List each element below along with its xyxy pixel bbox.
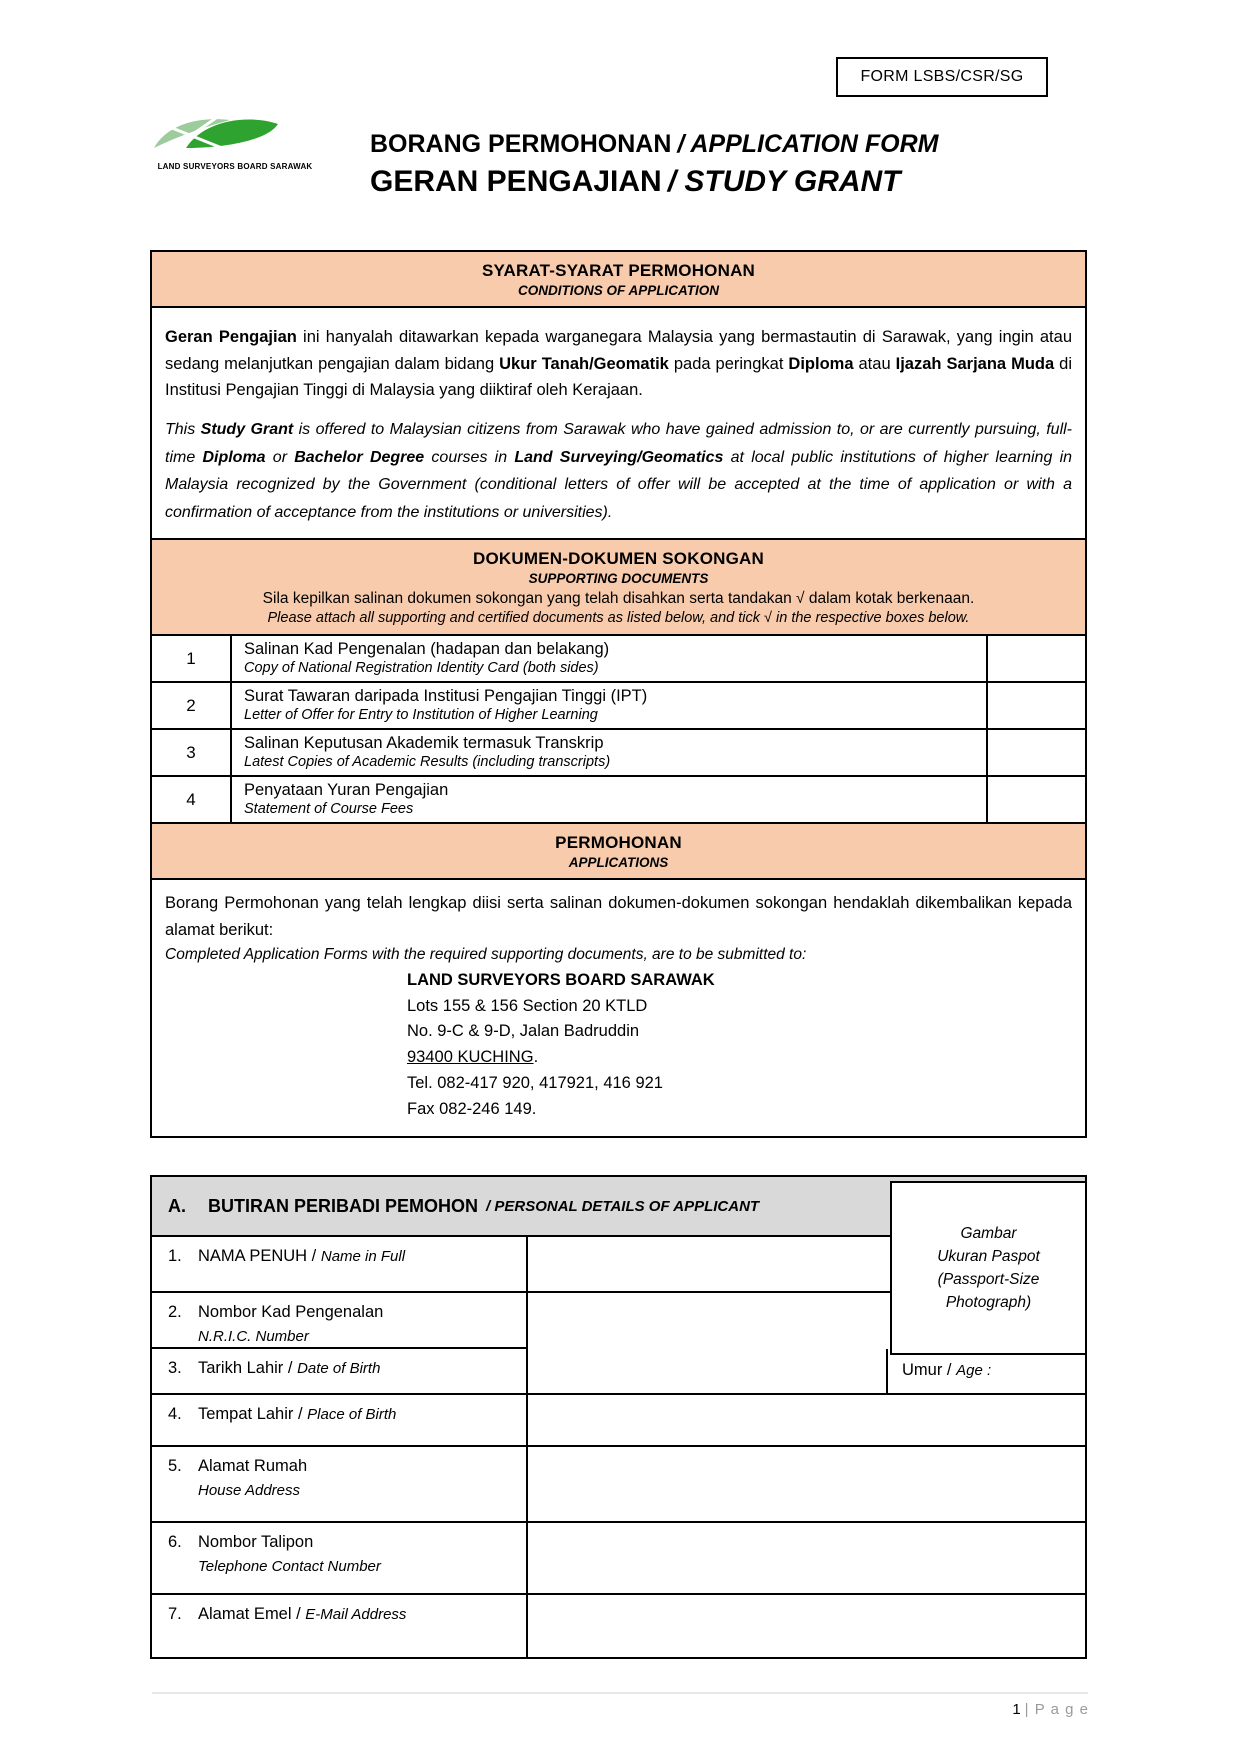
document-number: 1: [152, 636, 232, 681]
footer-divider: [152, 1692, 1088, 1694]
table-row: [152, 1445, 1085, 1521]
conditions-table: [150, 250, 1087, 1138]
page-title: [370, 130, 939, 199]
page-number: [1012, 1701, 1089, 1718]
photo-box-line: (Passport-Size: [937, 1271, 1040, 1288]
text-segment: Study Grant: [200, 421, 294, 439]
title-line-1: [370, 130, 939, 159]
documents-instruction-malay: Sila kepilkan salinan dokumen sokongan yang telah disahkan serta tandakan √ dalam kotak berkenaan.: [262, 590, 975, 608]
passport-photo-box: [890, 1181, 1087, 1355]
applications-paragraph-english: Completed Application Forms with the required supporting documents, are to be submitted to:: [165, 946, 807, 963]
text-segment: courses in: [424, 448, 515, 466]
address-fax: Fax 082-246 149.: [407, 1099, 537, 1118]
lsbs-logo-icon: [152, 112, 318, 156]
conditions-header: [152, 252, 1085, 306]
documents-heading-malay: DOKUMEN-DOKUMEN SOKONGAN: [473, 549, 764, 569]
conditions-heading-malay: SYARAT-SYARAT PERMOHONAN: [481, 261, 756, 280]
place-of-birth-input-cell[interactable]: [528, 1395, 1085, 1445]
address-line-2: No. 9-C & 9-D, Jalan Badruddin: [407, 1022, 640, 1041]
document-title-malay: Salinan Kad Pengenalan (hadapan dan belakang): [244, 640, 610, 659]
text-segment: Bachelor Degree: [294, 448, 425, 466]
address-city: 93400 KUCHING: [407, 1048, 534, 1067]
field-label-english: House Address: [198, 1482, 300, 1499]
email-input-cell[interactable]: [528, 1595, 1085, 1657]
page-number-value: 1: [1012, 1701, 1021, 1718]
field-label-english: E-Mail Address: [305, 1606, 407, 1623]
section-heading-english: / PERSONAL DETAILS OF APPLICANT: [486, 1197, 760, 1215]
field-label-malay: NAMA PENUH /: [198, 1247, 317, 1265]
field-label: [152, 1447, 528, 1521]
field-label: [152, 1349, 528, 1393]
field-label-english: Place of Birth: [307, 1406, 397, 1423]
row-number: 6.: [168, 1533, 182, 1551]
row-number: 4.: [168, 1405, 182, 1423]
applications-body: [152, 878, 1085, 1136]
field-label: [152, 1293, 528, 1351]
document-title-english: Statement of Course Fees: [244, 801, 414, 818]
text-segment: This: [165, 421, 201, 439]
applications-header: [152, 822, 1085, 878]
document-title-malay: Penyataan Yuran Pengajian: [244, 781, 449, 800]
text-segment: Diploma: [788, 354, 854, 373]
conditions-paragraph-malay: [165, 324, 1072, 404]
field-label-english: Telephone Contact Number: [198, 1558, 381, 1575]
date-of-birth-input-cell[interactable]: [528, 1349, 888, 1393]
photo-box-line: Ukuran Paspot: [937, 1247, 1040, 1265]
age-label-malay: Umur /: [902, 1361, 952, 1379]
document-title-english: Letter of Offer for Entry to Institution of Higher Learning: [244, 707, 598, 724]
page-word: | P a g e: [1024, 1701, 1089, 1718]
text-segment: or: [265, 448, 295, 466]
lsbs-logo: [152, 112, 318, 171]
document-number: 2: [152, 683, 232, 728]
age-label-english: Age :: [956, 1362, 992, 1379]
document-description: [232, 636, 988, 681]
text-segment: Ukur Tanah/Geomatik: [499, 354, 669, 373]
document-description: [232, 683, 988, 728]
document-title-malay: Surat Tawaran daripada Institusi Pengajian Tinggi (IPT): [244, 687, 648, 706]
text-segment: Diploma: [202, 448, 266, 466]
text-segment: pada peringkat: [668, 354, 789, 373]
documents-heading-english: SUPPORTING DOCUMENTS: [528, 571, 709, 587]
title-line1-malay: BORANG PERMOHONAN: [370, 130, 672, 158]
address-telephone: Tel. 082-417 920, 417921, 416 921: [407, 1073, 663, 1092]
address-line-1: Lots 155 & 156 Section 20 KTLD: [407, 996, 648, 1015]
row-number: 1.: [168, 1247, 182, 1265]
field-label-english: N.R.I.C. Number: [198, 1328, 309, 1345]
address-org-name: LAND SURVEYORS BOARD SARAWAK: [407, 971, 715, 989]
logo-caption: LAND SURVEYORS BOARD SARAWAK: [157, 162, 313, 171]
field-label: [152, 1237, 528, 1291]
table-row: [152, 634, 1085, 681]
document-title-english: Latest Copies of Academic Results (including transcripts): [244, 754, 611, 771]
submission-address: [407, 968, 1072, 1122]
table-row: [152, 728, 1085, 775]
table-row: [152, 1521, 1085, 1593]
title-line1-english: / APPLICATION FORM: [677, 130, 939, 158]
table-row: [152, 1393, 1085, 1445]
table-row: [152, 775, 1085, 822]
title-line2-english: / STUDY GRANT: [667, 165, 901, 198]
photo-box-line: Photograph): [945, 1294, 1032, 1312]
text-segment: Geran Pengajian: [165, 328, 297, 346]
conditions-heading-english: CONDITIONS OF APPLICATION: [518, 283, 719, 298]
row-number: 3.: [168, 1359, 182, 1377]
title-line2-malay: GERAN PENGAJIAN: [370, 165, 662, 198]
supporting-documents-header: [152, 538, 1085, 634]
text-segment: Land Surveying/Geomatics: [514, 448, 724, 466]
field-label-malay: Alamat Emel /: [198, 1605, 301, 1623]
doc-tick-box-2[interactable]: [988, 683, 1085, 728]
field-label: [152, 1523, 528, 1593]
document-number: 4: [152, 777, 232, 822]
table-row: [152, 681, 1085, 728]
field-label-malay: Tempat Lahir /: [198, 1405, 303, 1423]
field-label: [152, 1395, 528, 1445]
field-label-malay: Alamat Rumah: [198, 1457, 308, 1475]
doc-tick-box-3[interactable]: [988, 730, 1085, 775]
row-number: 7.: [168, 1605, 182, 1623]
text-segment: is offered to Malaysian citizens from Sarawak who have gained admission to, or are currently pursuing, full-time: [165, 421, 1073, 466]
table-row: [152, 1593, 1085, 1657]
applications-paragraph-malay: Borang Permohonan yang telah lengkap diisi serta salinan dokumen-dokumen sokongan hendaklah dikembalikan kepada alamat berikut:: [165, 894, 1072, 939]
documents-instruction-english: Please attach all supporting and certified documents as listed below, and tick √ in the respective boxes below.: [267, 610, 970, 627]
doc-tick-box-4[interactable]: [988, 777, 1085, 822]
address-line-3: [407, 1045, 1072, 1071]
house-address-input-cell[interactable]: [528, 1447, 1085, 1521]
title-line-2: [370, 165, 939, 199]
field-label-malay: Tarikh Lahir /: [198, 1359, 293, 1377]
text-segment: at local public institutions of higher learning in Malaysia recognized by the Government (conditional letters of offer will be accepted at the time of application or with a confirmation of acceptance from the institutions or universities).: [165, 448, 1073, 521]
form-code-label: FORM LSBS/CSR/SG: [860, 68, 1024, 85]
section-letter: A.: [168, 1195, 186, 1216]
field-label-malay: Nombor Talipon: [198, 1533, 314, 1551]
field-label: [152, 1595, 528, 1657]
field-label-malay: Nombor Kad Pengenalan: [198, 1303, 384, 1321]
row-number: 5.: [168, 1457, 182, 1475]
age-cell[interactable]: [888, 1349, 1085, 1393]
document-title-malay: Salinan Keputusan Akademik termasuk Transkrip: [244, 734, 604, 753]
address-city-suffix: .: [533, 1048, 539, 1067]
document-title-english: Copy of National Registration Identity Card (both sides): [244, 660, 599, 677]
text-segment: di Institusi Pengajian Tinggi di Malaysia yang diiktiraf oleh Kerajaan.: [165, 354, 1072, 400]
section-heading-malay: BUTIRAN PERIBADI PEMOHON: [208, 1195, 479, 1216]
text-segment: Ijazah Sarjana Muda: [895, 354, 1055, 373]
applications-heading-malay: PERMOHONAN: [555, 833, 682, 853]
doc-tick-box-1[interactable]: [988, 636, 1085, 681]
personal-details-table: [150, 1175, 1087, 1659]
form-code-box: [836, 57, 1048, 97]
conditions-body: [152, 306, 1085, 538]
document-number: 3: [152, 730, 232, 775]
document-description: [232, 777, 988, 822]
photo-box-line: Gambar: [960, 1224, 1017, 1242]
text-segment: ini hanyalah ditawarkan kepada warganegara Malaysia yang bermastautin di Sarawak, yang ingin atau sedang melanjutkan pengajian dalam bidang: [165, 328, 1072, 373]
conditions-paragraph-english: [165, 416, 1072, 526]
field-label-english: Name in Full: [320, 1248, 406, 1265]
text-segment: atau: [853, 354, 896, 373]
telephone-input-cell[interactable]: [528, 1523, 1085, 1593]
field-label-english: Date of Birth: [297, 1360, 381, 1377]
document-description: [232, 730, 988, 775]
row-number: 2.: [168, 1303, 182, 1321]
applications-heading-english: APPLICATIONS: [568, 855, 669, 871]
